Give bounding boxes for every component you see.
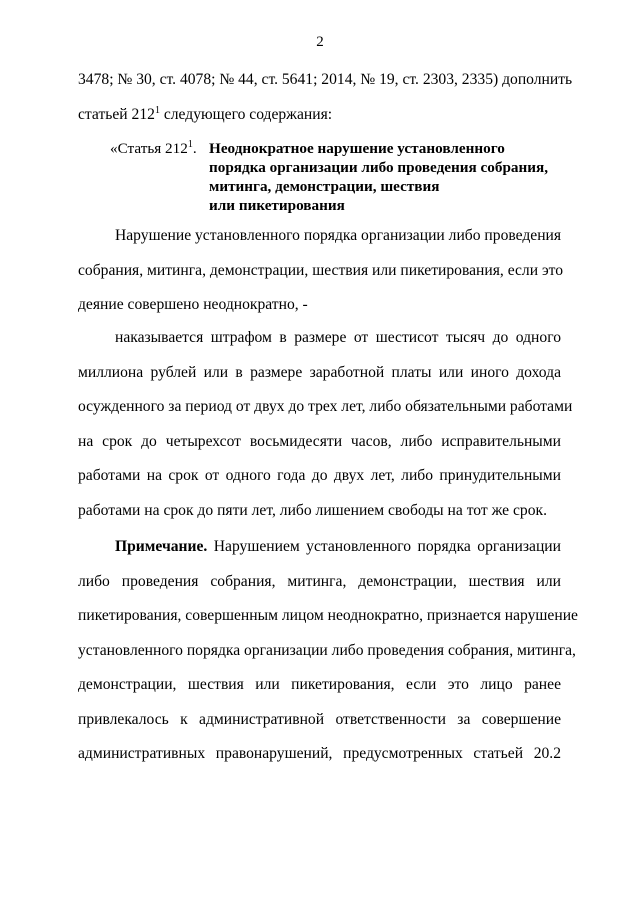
paragraph-line: Нарушение установленного порядка организации либо проведения [115, 227, 562, 244]
paragraph-line: пикетирования, совершенным лицом неоднократно, признается нарушение [78, 607, 578, 624]
article-title-line: или пикетирования [209, 197, 345, 214]
paragraph-line: демонстрации, шествия или пикетирования, если это лицо ранее [78, 676, 561, 693]
paragraph-line: миллиона рублей или в размере заработной платы или иного дохода [78, 363, 561, 381]
article-title-line: митинга, демонстрации, шествия [209, 178, 440, 195]
intro-text: статьей 212 [78, 105, 155, 123]
article-heading [110, 139, 570, 215]
intro-line [78, 98, 561, 133]
paragraph-line: осужденного за период от двух до трех лет, либо обязательными работами [78, 398, 573, 415]
paragraph-line: работами на срок от одного года до двух лет, либо принудительными [78, 467, 561, 484]
paragraph-line: привлекалось к административной ответственности за совершение [78, 710, 561, 728]
intro-text: следующего содержания: [159, 105, 333, 123]
paragraph-line: собрания, митинга, демонстрации, шествия или пикетирования, если это [78, 261, 564, 279]
paragraph-line: работами на срок до пяти лет, либо лишением свободы на тот же срок. [78, 501, 547, 519]
article-label-text: «Статья 212 [110, 140, 188, 157]
intro-line: 3478; № 30, ст. 4078; № 44, ст. 5641; 2014, № 19, ст. 2303, 2335) дополнить [78, 71, 573, 88]
superscript: 1 [154, 104, 160, 116]
superscript: 1 [187, 139, 193, 150]
article-label-dot: . [192, 140, 197, 157]
disposition-paragraph [78, 219, 564, 323]
paragraph-line: на срок до четырехсот восьмидесяти часов, либо исправительными [78, 432, 561, 450]
paragraph-line: деяние совершено неоднократно, - [78, 296, 308, 313]
note-label: Примечание. [115, 538, 208, 555]
paragraph-line: административных правонарушений, предусмотренных статьей 20.2 [78, 745, 561, 762]
note-paragraph [78, 530, 578, 772]
paragraph-line [78, 530, 561, 565]
sanction-paragraph [78, 321, 573, 528]
paragraph-line: установленного порядка организации либо проведения собрания, митинга, [78, 641, 576, 659]
page-number: 2 [316, 34, 324, 50]
paragraph-line: наказывается штрафом в размере от шестисот тысяч до одного [115, 329, 561, 346]
article-title-line: Неоднократное нарушение установленного [209, 140, 505, 157]
intro-paragraph [78, 63, 573, 132]
article-label [110, 139, 209, 158]
article-title-line: порядка организации либо проведения собрания, [209, 159, 549, 176]
note-text: Нарушением установленного порядка организации [207, 538, 561, 555]
paragraph-line: либо проведения собрания, митинга, демонстрации, шествия или [78, 572, 561, 590]
